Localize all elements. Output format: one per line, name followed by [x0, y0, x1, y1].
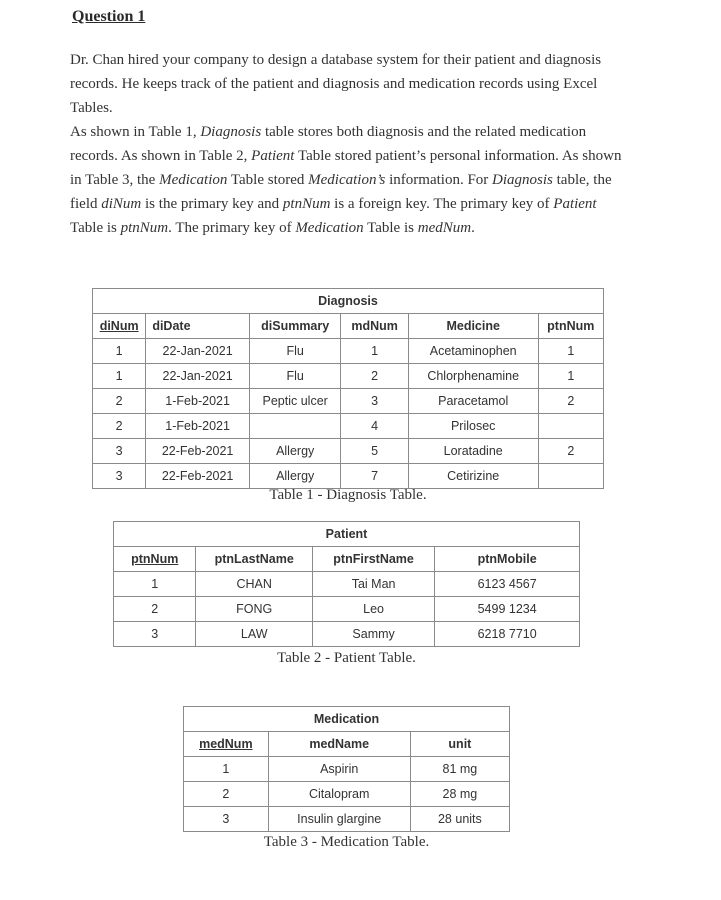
col-medicine: Medicine	[408, 314, 538, 339]
table-cell: 3	[341, 389, 408, 414]
table-cell: 22-Jan-2021	[146, 364, 250, 389]
text-run: table stores both diagnosis and the related medication records. As shown in Table 2,	[70, 124, 587, 164]
text-run: Table stored patient’s personal information. As shown in Table 3, the	[70, 148, 622, 188]
table-cell: 1	[184, 757, 269, 782]
col-diSummary: diSummary	[249, 314, 341, 339]
italic-term: Medication	[159, 172, 228, 188]
col-medName: medName	[268, 732, 410, 757]
table-cell: 28 mg	[410, 782, 509, 807]
italic-term: Diagnosis	[200, 124, 262, 140]
question-heading: Question 1	[72, 8, 146, 25]
table-row	[93, 339, 604, 364]
medication-table	[183, 706, 510, 832]
table-cell: 2	[114, 597, 196, 622]
patient-table	[113, 521, 580, 647]
patient-body	[114, 572, 580, 647]
table-cell: Citalopram	[268, 782, 410, 807]
table-cell: 1	[114, 572, 196, 597]
col-diNum: diNum	[93, 314, 146, 339]
table-cell: 22-Feb-2021	[146, 464, 250, 489]
table-cell: 28 units	[410, 807, 509, 832]
italic-term: Medication	[295, 220, 364, 236]
table-row	[184, 782, 510, 807]
table-cell: 2	[93, 414, 146, 439]
text-run: table, the field	[70, 172, 612, 212]
table-cell: Flu	[249, 339, 341, 364]
table-cell: Flu	[249, 364, 341, 389]
table-cell: Insulin glargine	[268, 807, 410, 832]
col-ptnNum: ptnNum	[538, 314, 603, 339]
table-cell: Tai Man	[312, 572, 434, 597]
diagnosis-header-row	[93, 314, 604, 339]
table-row	[184, 807, 510, 832]
text-run: is the primary key and	[141, 196, 283, 212]
table-row	[114, 597, 580, 622]
table-cell: 81 mg	[410, 757, 509, 782]
diagnosis-table-caption: Table 1 - Diagnosis Table.	[269, 487, 427, 503]
table-cell: 1-Feb-2021	[146, 389, 250, 414]
diagnosis-body	[93, 339, 604, 489]
table-cell: Cetirizine	[408, 464, 538, 489]
col-ptnFirstName: ptnFirstName	[312, 547, 434, 572]
table-cell: CHAN	[196, 572, 312, 597]
table-cell	[538, 414, 603, 439]
table-cell: FONG	[196, 597, 312, 622]
paragraph-1	[70, 48, 630, 120]
col-mdNum: mdNum	[341, 314, 408, 339]
table-cell: 2	[538, 439, 603, 464]
col-ptnNum: ptnNum	[114, 547, 196, 572]
patient-table-title: Patient	[114, 522, 580, 547]
table-cell: 22-Jan-2021	[146, 339, 250, 364]
table-cell: Paracetamol	[408, 389, 538, 414]
paragraph-2	[70, 120, 630, 240]
col-ptnMobile: ptnMobile	[435, 547, 580, 572]
table-cell: 1	[341, 339, 408, 364]
table-cell: 5499 1234	[435, 597, 580, 622]
table-cell	[249, 414, 341, 439]
patient-header-row	[114, 547, 580, 572]
table-row	[93, 364, 604, 389]
medication-table-title: Medication	[184, 707, 510, 732]
table-cell: 5	[341, 439, 408, 464]
table-cell: Sammy	[312, 622, 434, 647]
table-cell: Allergy	[249, 464, 341, 489]
text-run: Dr. Chan hired your company to design a database system for their patient and diagnosis records. He keeps track of the patient and diagnosis and medication records using Excel Tables.	[70, 52, 602, 116]
table-cell: 3	[93, 464, 146, 489]
text-run: information. For	[385, 172, 493, 188]
col-unit: unit	[410, 732, 509, 757]
italic-term: medNum	[417, 220, 472, 236]
text-run: As shown in Table 1,	[70, 124, 201, 140]
table-cell: Peptic ulcer	[249, 389, 341, 414]
table-row	[184, 757, 510, 782]
medication-table-caption: Table 3 - Medication Table.	[263, 834, 430, 850]
diagnosis-table-title: Diagnosis	[93, 289, 604, 314]
medication-body	[184, 757, 510, 832]
table-cell: LAW	[196, 622, 312, 647]
table-row	[93, 389, 604, 414]
table-cell: Aspirin	[268, 757, 410, 782]
text-run: Table is	[70, 220, 121, 236]
table-cell: 2	[341, 364, 408, 389]
italic-term: ptnNum	[282, 196, 331, 212]
table-cell: Loratadine	[408, 439, 538, 464]
text-run: Table stored	[227, 172, 309, 188]
table-cell: 3	[114, 622, 196, 647]
table-cell: 1	[538, 339, 603, 364]
table-row	[114, 622, 580, 647]
table-cell: Chlorphenamine	[408, 364, 538, 389]
table-cell: 2	[538, 389, 603, 414]
table-cell: 22-Feb-2021	[146, 439, 250, 464]
italic-term: Diagnosis	[492, 172, 553, 188]
table-cell: 1-Feb-2021	[146, 414, 250, 439]
table-cell: 2	[184, 782, 269, 807]
table-cell: Allergy	[249, 439, 341, 464]
diagnosis-table	[92, 288, 604, 489]
table-cell: 3	[93, 439, 146, 464]
table-cell	[538, 464, 603, 489]
table-cell: 3	[184, 807, 269, 832]
table-row	[93, 439, 604, 464]
italic-term: Medication’s	[308, 172, 386, 188]
patient-table-caption: Table 2 - Patient Table.	[277, 650, 416, 666]
italic-term: Patient	[251, 148, 295, 164]
table-cell: 6123 4567	[435, 572, 580, 597]
table-row	[93, 414, 604, 439]
table-cell: 1	[93, 339, 146, 364]
table-cell: Acetaminophen	[408, 339, 538, 364]
table-cell: Prilosec	[408, 414, 538, 439]
text-run: . The primary key of	[168, 220, 296, 236]
col-ptnLastName: ptnLastName	[196, 547, 312, 572]
table-cell: Leo	[312, 597, 434, 622]
table-cell: 7	[341, 464, 408, 489]
italic-term: ptnNum	[120, 220, 169, 236]
col-diDate: diDate	[146, 314, 250, 339]
col-medNum: medNum	[184, 732, 269, 757]
intro-paragraph	[70, 48, 630, 240]
italic-term: Patient	[553, 196, 597, 212]
table-cell: 4	[341, 414, 408, 439]
table-row	[93, 464, 604, 489]
table-cell: 1	[93, 364, 146, 389]
text-run: .	[471, 220, 475, 236]
table-cell: 1	[538, 364, 603, 389]
table-cell: 6218 7710	[435, 622, 580, 647]
text-run: Table is	[363, 220, 418, 236]
table-cell: 2	[93, 389, 146, 414]
medication-header-row	[184, 732, 510, 757]
table-row	[114, 572, 580, 597]
italic-term: diNum	[101, 196, 142, 212]
text-run: is a foreign key. The primary key of	[330, 196, 554, 212]
